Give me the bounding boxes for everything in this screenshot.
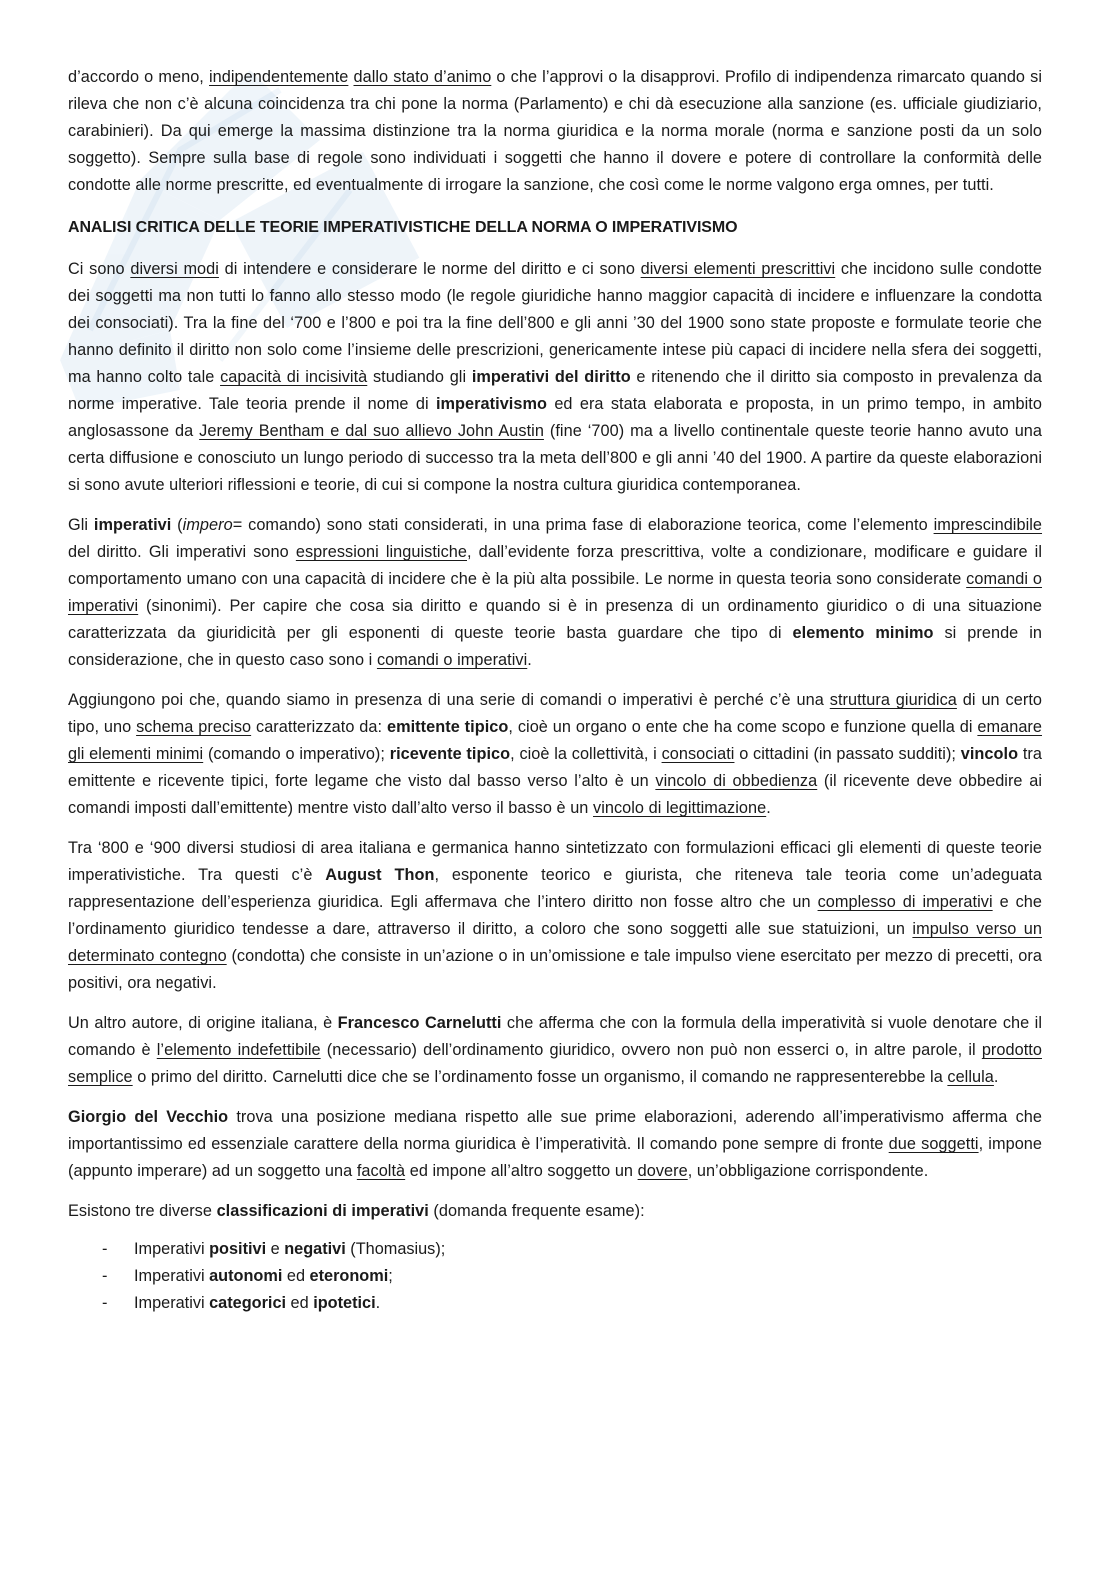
text-run: di un certo tipo, uno xyxy=(68,691,1042,736)
underlined-term: due soggetti xyxy=(888,1135,979,1153)
list-item xyxy=(68,1236,1042,1263)
underlined-term: diversi elementi prescrittivi xyxy=(640,260,836,278)
classification-list xyxy=(68,1236,1042,1317)
underlined-term: prodotto semplice xyxy=(68,1041,1042,1086)
text-run: , impone (appunto imperare) ad un soggetto una xyxy=(68,1135,1043,1180)
bold-term: imperativi del diritto xyxy=(471,368,631,386)
bold-term: classificazioni di imperativi xyxy=(216,1202,429,1220)
underlined-term: cellula xyxy=(947,1068,994,1086)
text-run: , cioè la collettività, i xyxy=(510,745,662,763)
paragraph-1 xyxy=(68,64,1042,199)
text-run: d’accordo o meno, xyxy=(68,68,210,86)
text-run: Esistono tre diverse xyxy=(68,1202,217,1220)
text-run: (domanda frequente esame): xyxy=(428,1202,645,1220)
text-run: (sinonimi). Per capire che cosa sia diritto e quando si è in presenza di un ordinamento giuridico o di una situazione caratterizzata da giuridicità per gli esponenti di queste teorie basta guardare che tipo di xyxy=(68,597,1042,642)
text-run: Ci sono xyxy=(68,260,131,278)
text-run: Tra ‘800 e ‘900 diversi studiosi di area italiana e germanica hanno sintetizzato con formulazioni efficaci gli elementi di queste teorie imperativistiche. Tra questi c’è xyxy=(68,839,1042,884)
bold-term: ipotetici xyxy=(313,1294,376,1312)
text-run: = comando) sono stati considerati, in una prima fase di elaborazione teorica, come l’elemento xyxy=(232,516,934,534)
text-run: ed xyxy=(286,1294,314,1312)
bold-term: autonomi xyxy=(209,1267,283,1285)
text-run: Imperativi xyxy=(134,1294,210,1312)
bold-term: categorici xyxy=(209,1294,287,1312)
underlined-term: l’elemento indefettibile xyxy=(156,1041,321,1059)
text-run: , esponente teorico e giurista, che riteneva tale teoria come un’adeguata rappresentazione dell’esperienza giuridica. Egli affermava che l’intero diritto non fosse altro che un xyxy=(68,866,1042,911)
bullet-dash: - xyxy=(102,1240,108,1258)
text-run: Gli xyxy=(68,516,94,534)
underlined-term: comandi o imperativi xyxy=(68,570,1042,615)
text-run: , cioè un organo o ente che ha come scopo e funzione quella di xyxy=(508,718,978,736)
underlined-term: emanare gli elementi minimi xyxy=(68,718,1042,763)
list-item xyxy=(68,1290,1042,1317)
bold-term: imperativi xyxy=(93,516,172,534)
underlined-term: comandi o imperativi xyxy=(376,651,528,669)
text-run: (comando o imperativo); xyxy=(203,745,390,763)
text-run: o primo del diritto. Carnelutti dice che se l’ordinamento fosse un organismo, il comando ne rappresenterebbe la xyxy=(132,1068,948,1086)
text-run: e xyxy=(266,1240,285,1258)
paragraph-3 xyxy=(68,512,1042,674)
text-run: e che l’ordinamento giuridico tendesse a dare, attraverso il diritto, a coloro che sono soggetti alle sue statuizioni, un xyxy=(68,893,1043,938)
paragraph-2 xyxy=(68,256,1042,499)
bold-term: ricevente tipico xyxy=(389,745,511,763)
text-run: . xyxy=(766,799,771,817)
underlined-term: Jeremy Bentham e dal suo allievo John Austin xyxy=(199,422,544,440)
underlined-term: facoltà xyxy=(356,1162,406,1180)
text-run: (Thomasius); xyxy=(345,1240,446,1258)
text-run: si prende in considerazione, che in questo caso sono i xyxy=(68,624,1042,669)
underlined-term: vincolo di obbedienza xyxy=(655,772,818,790)
text-run: . xyxy=(527,651,532,669)
text-run: , dall’evidente forza prescrittiva, volte a condizionare, modificare e guidare il comportamento umano con una capacità di incidere che è la più alta possibile. Le norme in questa teoria sono considerate xyxy=(68,543,1043,588)
text-run: del diritto. Gli imperativi sono xyxy=(68,543,296,561)
underlined-term: complesso di imperativi xyxy=(817,893,993,911)
bold-term: elemento minimo xyxy=(792,624,934,642)
text-run: , un’obbligazione corrispondente. xyxy=(687,1162,929,1180)
paragraph-7 xyxy=(68,1104,1042,1185)
text-run: che incidono sulle condotte dei soggetti ma non tutti lo fanno allo stesso modo (le regole giuridiche hanno maggior capacità di incidere e influenzare la condotta dei consociati). Tra la fine del ‘700 e l’800 e poi tra la fine dell’800 e gli anni ’30 del 1900 sono state proposte e formulate teorie che hanno definito il diritto non solo come l’insieme delle prescrizioni, genericamente intese più capaci di incidere nella sfera dei soggetti, ma hanno colto tale xyxy=(68,260,1042,386)
text-run: Imperativi xyxy=(134,1240,210,1258)
bold-term: negativi xyxy=(284,1240,346,1258)
text-run: ed xyxy=(282,1267,310,1285)
underlined-term: imprescindibile xyxy=(933,516,1043,534)
bullet-dash: - xyxy=(102,1294,108,1312)
underlined-term: struttura giuridica xyxy=(829,691,957,709)
underlined-term: consociati xyxy=(661,745,735,763)
paragraph-5 xyxy=(68,835,1042,997)
list-item xyxy=(68,1263,1042,1290)
text-run: (condotta) che consiste in un’azione o in un’omissione e tale impulso viene esercitato per mezzo di precetti, ora positivi, ora negativi. xyxy=(68,947,1042,992)
text-run: studiando gli xyxy=(367,368,472,386)
underlined-term: vincolo di legittimazione xyxy=(593,799,767,817)
section-heading: ANALISI CRITICA DELLE TEORIE IMPERATIVISTICHE DELLA NORMA O IMPERATIVISMO xyxy=(68,219,738,236)
underlined-term: espressioni linguistiche xyxy=(295,543,467,561)
paragraph-6 xyxy=(68,1010,1042,1091)
text-run: tra emittente e ricevente tipici, forte legame che visto dal basso verso l’alto è un xyxy=(68,745,1042,790)
text-run: ; xyxy=(388,1267,393,1285)
text-run: Imperativi xyxy=(134,1267,210,1285)
text-run: che afferma che con la formula della imperatività si vuole denotare che il comando è xyxy=(68,1014,1042,1059)
paragraph-4 xyxy=(68,687,1042,822)
document-page xyxy=(68,64,1042,1317)
text-run: Un altro autore, di origine italiana, è xyxy=(68,1014,338,1032)
underlined-term: dallo stato d’animo xyxy=(353,68,492,86)
text-run: di intendere e considerare le norme del diritto e ci sono xyxy=(218,260,641,278)
bold-term: Francesco Carnelutti xyxy=(337,1014,502,1032)
bold-term: eteronomi xyxy=(309,1267,389,1285)
text-run: . xyxy=(375,1294,381,1312)
bullet-dash: - xyxy=(102,1267,108,1285)
text-run: o cittadini (in passato sudditi); xyxy=(734,745,961,763)
bold-term: vincolo xyxy=(960,745,1019,763)
underlined-term: indipendentemente xyxy=(209,68,349,86)
text-run: caratterizzato da: xyxy=(251,718,387,736)
text-run: (fine ‘700) ma a livello continentale queste teorie hanno avuto una certa diffusione e conosciuto un lungo periodo di successo tra la meta dell’800 e gli anni ’40 del 1900. A partire da queste elaborazioni si sono avute ulteriori riflessioni e teorie, di cui si compone la nostra cultura giuridica contemporanea. xyxy=(68,422,1043,494)
text-run: ( xyxy=(171,516,183,534)
bold-term: imperativismo xyxy=(435,395,547,413)
underlined-term: schema preciso xyxy=(136,718,252,736)
bold-term: August Thon xyxy=(325,866,435,884)
underlined-term: dovere xyxy=(637,1162,688,1180)
underlined-term: impulso verso un determinato contegno xyxy=(68,920,1043,965)
text-run: o che l’approvi o la disapprovi. Profilo di indipendenza rimarcato quando si rileva che non c’è alcuna coincidenza tra chi pone la norma (Parlamento) e chi dà esecuzione alla sanzione (es. ufficiale giudiziario, carabinieri). Da qui emerge la massima distinzione tra la norma giuridica e la norma morale (norma e sanzione posti da un solo soggetto). Sempre sulla base di regole sono individuati i soggetti che hanno il dovere e potere di controllare la conformità delle condotte alle norme prescritte, ed eventualmente di irrogare la sanzione, che così come le norme valgono erga omnes, per tutti. xyxy=(68,68,1043,194)
text-run: Aggiungono poi che, quando siamo in presenza di una serie di comandi o imperativi è perché c’è una xyxy=(68,691,830,709)
text-run: e ritenendo che il diritto sia composto in prevalenza da norme imperative. Tale teoria prende il nome di xyxy=(68,368,1042,413)
text-run: . xyxy=(993,1068,999,1086)
italic-term: impero xyxy=(182,516,233,534)
text-run: trova una posizione mediana rispetto alle sue prime elaborazioni, aderendo all’imperativismo afferma che importantissimo ed essenziale carattere della norma giuridica è l’imperatività. Il comando pone sempre di fronte xyxy=(68,1108,1042,1153)
underlined-term: capacità di incisività xyxy=(220,368,368,386)
text-run: ed impone all’altro soggetto un xyxy=(405,1162,638,1180)
text-run: (necessario) dell’ordinamento giuridico, ovvero non può non esserci o, in altre parole, il xyxy=(320,1041,982,1059)
bold-term: positivi xyxy=(209,1240,267,1258)
paragraph-8 xyxy=(68,1198,1042,1225)
bold-term: Giorgio del Vecchio xyxy=(68,1108,229,1126)
text-run: (il ricevente deve obbedire ai comandi imposti dall’emittente) mentre visto dall’alto verso il basso è un xyxy=(68,772,1042,817)
bold-term: emittente tipico xyxy=(386,718,509,736)
underlined-term: diversi modi xyxy=(130,260,219,278)
text-run: ed era stata elaborata e proposta, in un primo tempo, in ambito anglosassone da xyxy=(68,395,1042,440)
